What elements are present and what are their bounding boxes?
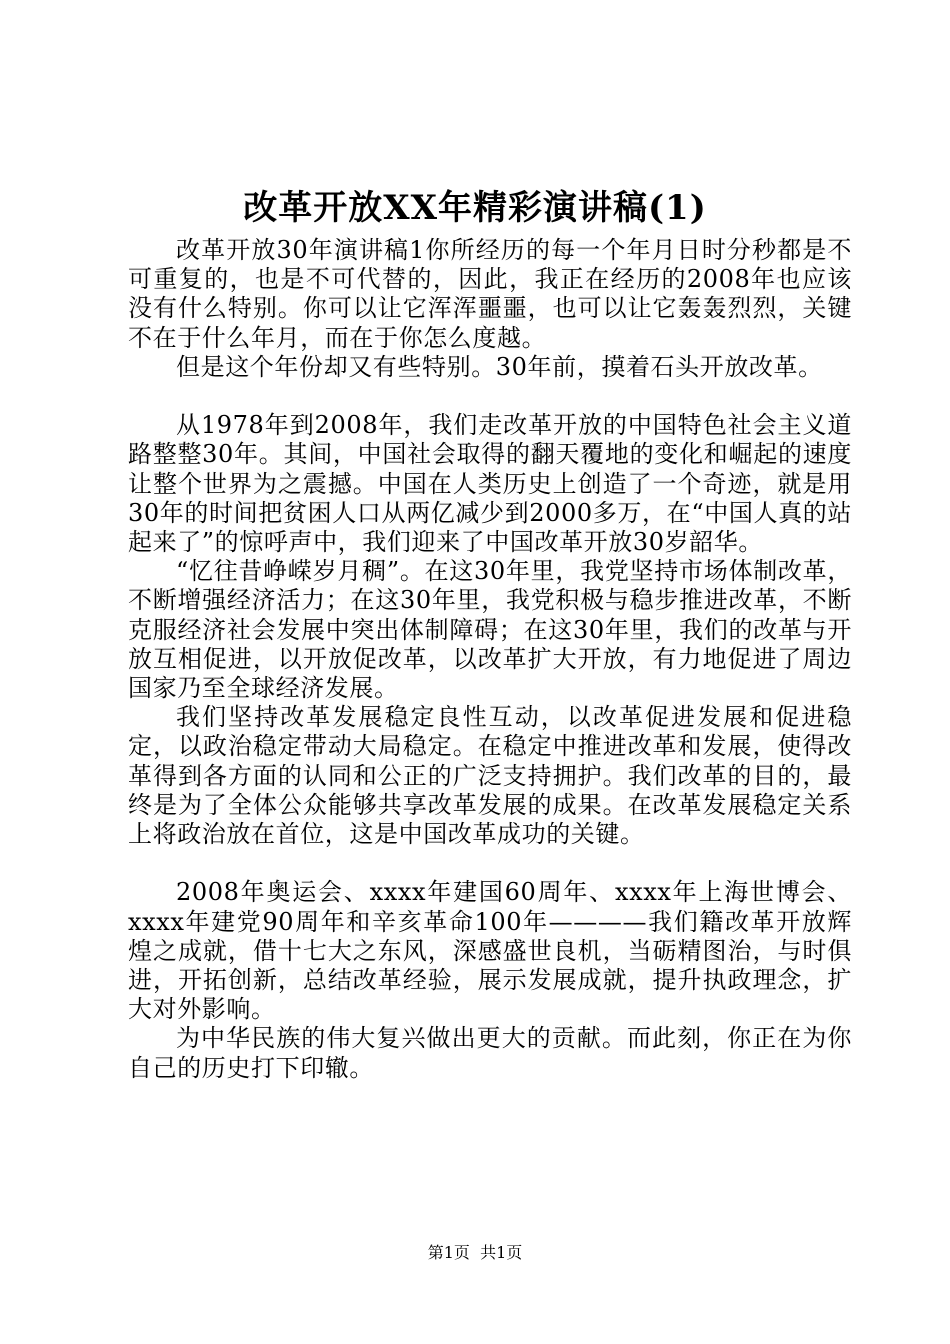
document-title: 改革开放XX年精彩演讲稿(1)	[243, 188, 707, 228]
page-footer: 第1页 共1页	[427, 1243, 523, 1262]
paragraph-7: 为中华民族的伟大复兴做出更大的贡献。而此刻，你正在为你自己的历史打下印辙。	[128, 1024, 852, 1082]
document-body	[128, 236, 852, 1083]
paragraph-4: “忆往昔峥嵘岁月稠”。在这30年里，我党坚持市场体制改革，不断增强经济活力；在这30年里，我党积极与稳步推进改革，不断克服经济社会发展中突出体制障碍；在这30年里，我们的改革与开放互相促进，以开放促改革，以改革扩大开放，有力地促进了周边国家乃至全球经济发展。	[128, 557, 852, 703]
paragraph-5: 我们坚持改革发展稳定良性互动，以改革促进发展和促进稳定，以政治稳定带动大局稳定。在稳定中推进改革和发展，使得改革得到各方面的认同和公正的广泛支持拥护。我们改革的目的，最终是为了全体公众能够共享改革发展的成果。在改革发展稳定关系上将政治放在首位，这是中国改革成功的关键。	[128, 703, 852, 849]
paragraph-6: 2008年奥运会、xxxx年建国60周年、xxxx年上海世博会、xxxx年建党90周年和辛亥革命100年————我们籍改革开放辉煌之成就，借十七大之东风，深感盛世良机，当砺精图治，与时俱进，开拓创新，总结改革经验，展示发展成就，提升执政理念，扩大对外影响。	[128, 878, 852, 1024]
paragraph-3: 从1978年到2008年，我们走改革开放的中国特色社会主义道路整整30年。其间，中国社会取得的翻天覆地的变化和崛起的速度让整个世界为之震撼。中国在人类历史上创造了一个奇迹，就是用30年的时间把贫困人口从两亿减少到2000多万，在“中国人真的站起来了”的惊呼声中，我们迎来了中国改革开放30岁韶华。	[128, 411, 852, 557]
paragraph-1: 改革开放30年演讲稿1你所经历的每一个年月日时分秒都是不可重复的，也是不可代替的，因此，我正在经历的2008年也应该没有什么特别。你可以让它浑浑噩噩，也可以让它轰轰烈烈，关键不在于什么年月，而在于你怎么度越。	[128, 236, 852, 352]
paragraph-2: 但是这个年份却又有些特别。30年前，摸着石头开放改革。	[176, 352, 823, 381]
